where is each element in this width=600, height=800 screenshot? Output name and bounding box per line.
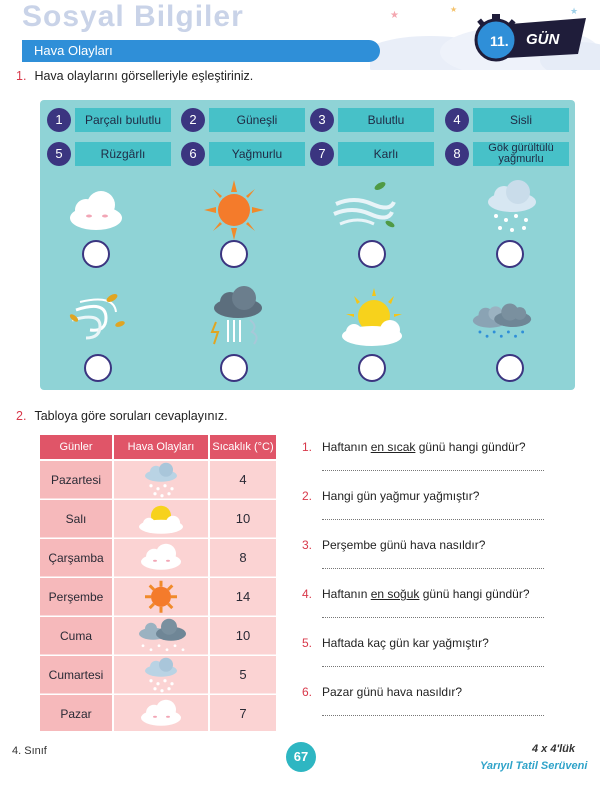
table-row [40,617,276,655]
question-1-number: 1. [16,69,27,83]
question-text: Hangi gün yağmur yağmıştır? [322,489,480,503]
table-cell-temperature: 4 [239,471,247,487]
label-number: 3 [310,108,334,132]
wind-icon [66,290,130,354]
question-item [302,685,462,699]
label-text: Gök gürültülü yağmurlu [473,142,569,166]
question-item [302,538,485,552]
table-cell-temperature: 10 [235,627,251,643]
table-cell-day: Pazar [60,706,92,721]
grade-label: 4. Sınıf [12,745,47,757]
table-cell-day: Salı [65,511,87,526]
question-2-heading [16,409,228,423]
sun-icon [202,178,266,242]
label-text: Güneşli [209,108,305,132]
table-row [40,695,276,731]
svg-text:★: ★ [390,10,399,21]
table-cell-temperature: 8 [239,549,247,565]
answer-line[interactable] [322,617,544,618]
table-cell-day: Çarşamba [48,550,104,565]
question-text: Haftanın [322,440,371,454]
question-text: Haftanın [322,587,371,601]
series-title-top: 4 x 4'lük [532,743,575,755]
topic-bar [22,40,380,62]
topic-label: Hava Olayları [34,43,113,58]
table-body [40,461,276,731]
question-text: Pazar günü hava nasıldır? [322,685,463,699]
label-number: 7 [310,142,334,166]
table-cell-day: Cuma [59,628,93,643]
table-cell-temperature: 14 [235,588,251,604]
table-row [40,500,276,538]
answer-circle-7[interactable] [358,354,386,382]
answer-circle-3[interactable] [358,240,386,268]
question-1-heading [16,69,253,83]
answer-line[interactable] [322,470,544,471]
series-title-bottom: Yarıyıl Tatil Serüveni [480,760,588,772]
label-number: 4 [445,108,469,132]
table-cell-day: Cumartesi [48,667,104,682]
day-badge [466,14,586,62]
label-number: 1 [47,108,71,132]
answer-line[interactable] [322,519,544,520]
svg-text:★: ★ [450,5,458,14]
day-number: 11. [490,33,509,49]
answer-circle-5[interactable] [84,354,112,382]
question-emphasis: en sıcak [370,440,416,454]
rain-cloud-icon [470,290,534,354]
table-row [40,461,276,499]
question-emphasis: en soğuk [370,587,420,601]
question-number: 2. [302,489,313,503]
question-text-end: günü hangi gündür? [415,440,526,454]
snow-cloud-icon [480,176,544,240]
answer-line[interactable] [322,568,544,569]
answer-line[interactable] [322,666,544,667]
label-text: Parçalı bulutlu [75,108,171,132]
answer-line[interactable] [322,715,544,716]
question-text-end: günü hangi gündür? [419,587,530,601]
fog-icon [332,178,396,242]
label-text: Bulutlu [338,108,434,132]
question-number: 1. [302,440,313,454]
answer-circle-6[interactable] [220,354,248,382]
table-cell-day: Pazartesi [50,472,102,487]
brand-title: Sosyal Bilgiler [22,0,244,33]
question-2-text: Tabloya göre soruları cevaplayınız. [34,409,228,423]
answer-circle-2[interactable] [220,240,248,268]
table-row [40,656,276,694]
table-header-weather: Hava Olayları [114,435,208,459]
question-number: 6. [302,685,313,699]
question-item [302,636,489,650]
table-cell-day: Perşembe [48,589,104,604]
question-number: 5. [302,636,313,650]
label-text: Sisli [473,108,569,132]
label-number: 8 [445,142,469,166]
question-item [302,440,526,454]
table-row [40,578,276,616]
table-cell-temperature: 5 [239,666,247,682]
question-text: Perşembe günü hava nasıldır? [322,538,486,552]
question-text: Haftada kaç gün kar yağmıştır? [322,636,489,650]
answer-circle-1[interactable] [82,240,110,268]
label-text: Yağmurlu [209,142,305,166]
sun-icon [145,581,177,613]
label-text: Karlı [338,142,434,166]
label-number: 2 [181,108,205,132]
matching-panel [40,100,575,390]
question-item [302,489,479,503]
table-cell-temperature: 7 [239,705,247,721]
answer-circle-8[interactable] [496,354,524,382]
table-header-days: Günler [40,435,112,459]
table-row [40,539,276,577]
table-header-temperature: Sıcaklık (°C) [210,435,276,459]
thunderstorm-icon [206,286,270,350]
question-number: 4. [302,587,313,601]
answer-circle-4[interactable] [496,240,524,268]
question-2-number: 2. [16,409,27,423]
table-cell-temperature: 10 [235,510,251,526]
question-item [302,587,530,601]
page-number: 67 [286,742,316,772]
label-number: 6 [181,142,205,166]
question-number: 3. [302,538,313,552]
label-text: Rüzgârlı [75,142,171,166]
label-number: 5 [47,142,71,166]
day-word: GÜN [526,31,560,48]
svg-text:★: ★ [570,6,579,16]
partly-cloudy-icon [340,286,404,350]
cloud-icon [64,178,128,242]
question-1-text: Hava olaylarını görselleriyle eşleştiriniz. [34,69,254,83]
